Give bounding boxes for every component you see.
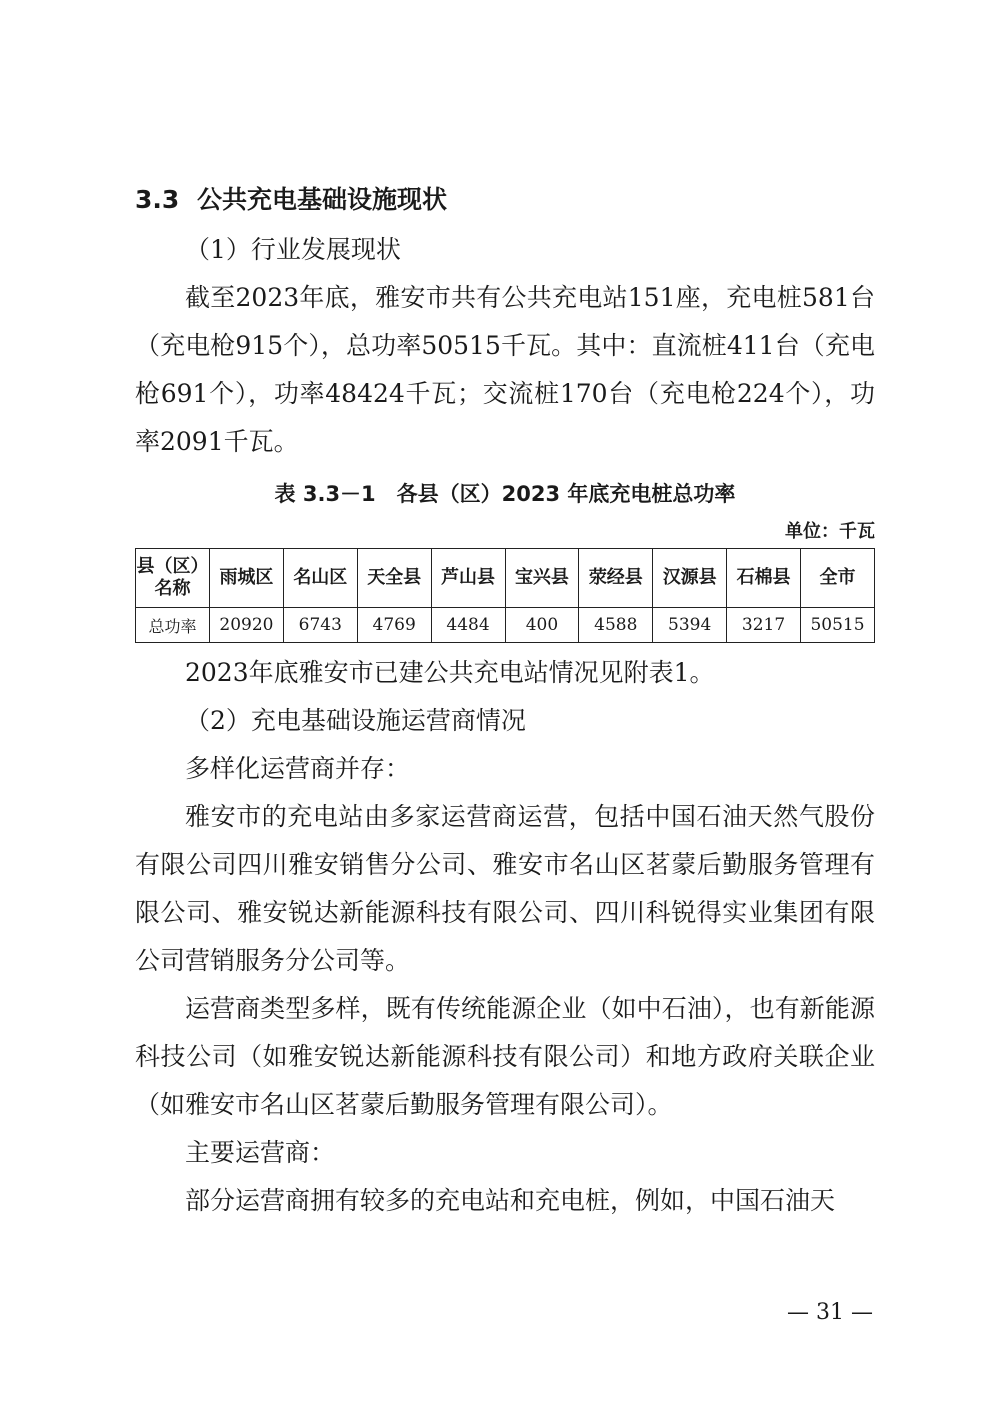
row-label-cell: 总功率 bbox=[136, 608, 210, 643]
table-caption: 表 3.3－1 各县（区）2023 年底充电桩总功率 bbox=[274, 482, 736, 506]
section-heading bbox=[135, 178, 875, 222]
paragraph-6: 主要运营商： bbox=[185, 1138, 336, 1167]
paragraph-1: 截至2023年底，雅安市共有公共充电站151座，充电桩581台（充电枪915个），总功率50515千瓦。其中：直流桩411台（充电枪691个），功率48424千瓦；交流桩170台（充电枪224个），功率2091千瓦。 bbox=[135, 283, 875, 456]
column-header-cell: 名山区 bbox=[283, 549, 357, 608]
paragraph-3: 多样化运营商并存： bbox=[185, 754, 411, 783]
value-cell: 6743 bbox=[283, 608, 357, 643]
value-cell: 5394 bbox=[653, 608, 727, 643]
value-cell: 50515 bbox=[801, 608, 875, 643]
column-header-cell: 芦山县 bbox=[431, 549, 505, 608]
page-content bbox=[135, 178, 875, 1225]
column-header-cell: 宝兴县 bbox=[505, 549, 579, 608]
column-header-cell: 石棉县 bbox=[727, 549, 801, 608]
value-cell: 3217 bbox=[727, 608, 801, 643]
value-cell: 20920 bbox=[210, 608, 284, 643]
paragraph-5: 运营商类型多样，既有传统能源企业（如中石油），也有新能源科技公司（如雅安锐达新能源科技有限公司）和地方政府关联企业（如雅安市名山区茗蒙后勤服务管理有限公司）。 bbox=[135, 994, 875, 1119]
subsection-2-title: （2）充电基础设施运营商情况 bbox=[185, 706, 526, 735]
subsection-1-title: （1）行业发展现状 bbox=[185, 235, 401, 264]
value-cell: 400 bbox=[505, 608, 579, 643]
page-number: — 31 — bbox=[787, 1300, 873, 1325]
table-value-row bbox=[136, 608, 875, 643]
column-header-cell: 雨城区 bbox=[210, 549, 284, 608]
header-label-cell: 县（区）名称 bbox=[136, 549, 210, 608]
paragraph-2: 2023年底雅安市已建公共充电站情况见附表1。 bbox=[185, 658, 715, 687]
section-title: 公共充电基础设施现状 bbox=[197, 185, 448, 214]
column-header-cell: 荥经县 bbox=[579, 549, 653, 608]
paragraph-4: 雅安市的充电站由多家运营商运营，包括中国石油天然气股份有限公司四川雅安销售分公司、雅安市名山区茗蒙后勤服务管理有限公司、雅安锐达新能源科技有限公司、四川科锐得实业集团有限公司营销服务分公司等。 bbox=[135, 802, 875, 975]
value-cell: 4588 bbox=[579, 608, 653, 643]
column-header-cell: 天全县 bbox=[357, 549, 431, 608]
table-header-row bbox=[136, 549, 875, 608]
section-number: 3.3 bbox=[135, 185, 180, 214]
value-cell: 4484 bbox=[431, 608, 505, 643]
power-table bbox=[135, 548, 875, 643]
table-unit: 单位：千瓦 bbox=[785, 521, 875, 542]
column-header-cell: 汉源县 bbox=[653, 549, 727, 608]
column-header-cell: 全市 bbox=[801, 549, 875, 608]
value-cell: 4769 bbox=[357, 608, 431, 643]
paragraph-7: 部分运营商拥有较多的充电站和充电桩，例如，中国石油天 bbox=[185, 1186, 836, 1215]
